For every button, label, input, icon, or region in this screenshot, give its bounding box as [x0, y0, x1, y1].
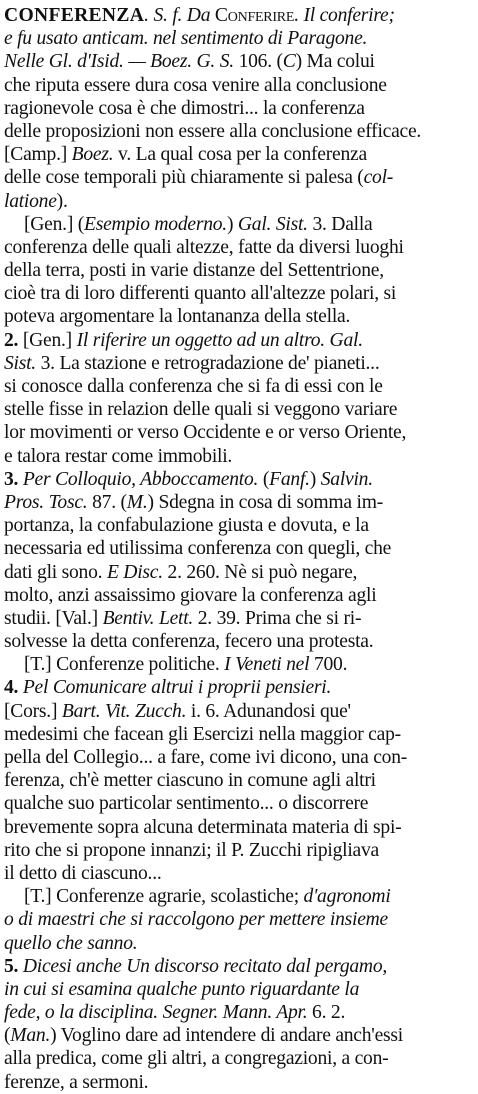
text-line [4, 166, 472, 189]
text-span: ferenza, ch'è metter ciascuno in comune agli altri [4, 770, 376, 792]
text-span: Salvin. [320, 468, 373, 490]
text-span: . S. f. Da [144, 5, 215, 26]
text-span: d'agronomi [303, 886, 391, 908]
text-span: 700. [309, 654, 348, 676]
text-line [4, 630, 472, 653]
text-span: 2. 260. Nè si può negare, [162, 561, 358, 583]
text-span: Pel Comunicare altrui i proprii pensieri. [22, 677, 332, 699]
text-line [4, 746, 472, 769]
text-span: 106. ( [238, 51, 283, 73]
text-line [4, 27, 472, 50]
text-span: e talora restar come immobili. [4, 445, 233, 467]
text-span: Pros. Tosc. [4, 491, 88, 513]
text-span: Per Colloquio, Abboccamento. [22, 468, 259, 490]
text-line [4, 1001, 472, 1024]
text-span: 2. [4, 329, 23, 351]
text-span: col- [363, 167, 394, 189]
text-line [4, 862, 472, 885]
text-line [4, 816, 472, 839]
text-line [4, 236, 472, 259]
text-span: solvesse la detta conferenza, fecero una protesta. [4, 631, 374, 653]
text-span: rito che si propone innanzi; il P. Zucchi ripigliava [4, 839, 379, 861]
text-span: 3. La stazione e retrogradazione de' pianeti... [35, 352, 380, 374]
text-span: delle cose temporali più chiaramente si palesa ( [4, 167, 364, 189]
text-span: ( [258, 468, 270, 490]
text-span: ragionevole cosa è che dimostri... la conferenza [4, 97, 365, 119]
text-span: ). [56, 190, 68, 212]
text-span: 3. Dalla [307, 213, 373, 235]
text-line [4, 213, 472, 236]
text-span: 5. [4, 955, 23, 977]
headword: CONFERENZA [4, 5, 145, 26]
text-span: [Gen.] ( [24, 213, 85, 235]
text-span: della terra, posti in varie distanze del Settentrione, [4, 260, 384, 282]
text-line [4, 50, 472, 73]
text-span: 2. 39. Prima che si ri- [193, 607, 362, 629]
text-span: C [282, 51, 296, 73]
text-span: lor movimenti or verso Occidente e or verso Oriente, [4, 422, 407, 444]
text-span: o di maestri che si raccolgono per mettere insieme [4, 909, 389, 931]
text-span: Dicesi anche Un discorso recitato dal pergamo, [22, 955, 388, 977]
text-span: Nelle Gl. d'Isid. — Boez. G. S. [4, 51, 239, 73]
text-span: brevemente sopra alcuna determinata materia di spi- [4, 816, 402, 838]
text-line [4, 932, 472, 955]
text-line [4, 398, 472, 421]
text-line [4, 514, 472, 537]
text-span: Sist. [4, 352, 36, 374]
text-span: qualche suo particolar sentimento... o discorrere [4, 793, 369, 815]
text-span: Bentiv. Lett. [102, 607, 194, 629]
text-span: e fu usato anticam. nel sentimento di Paragone. [4, 28, 368, 50]
text-line [4, 329, 472, 352]
text-span: medesimi che facean gli Esercizi nella maggior cap- [4, 723, 401, 745]
text-span: M. [126, 491, 148, 513]
text-line [4, 839, 472, 862]
text-line [4, 653, 472, 676]
text-span: portanza, la confabulazione giusta e dovuta, e la [4, 515, 369, 537]
text-span: ( [4, 1025, 11, 1047]
text-span: ) [226, 213, 238, 235]
text-span: [T.] Conferenze politiche. [24, 654, 225, 676]
text-line [4, 282, 472, 305]
text-span: Fanf. [269, 468, 310, 490]
text-span: poteva argomentare la lontananza della stella. [4, 306, 351, 328]
text-span: ) Sdegna in cosa di somma im- [147, 491, 383, 513]
text-span: molto, anzi assaissimo giovare la conferenza agli [4, 584, 377, 606]
text-line [4, 537, 472, 560]
text-span: latione [4, 190, 57, 212]
text-span: che riputa essere dura cosa venire alla conclusione [4, 74, 387, 96]
text-line [4, 561, 472, 584]
text-span: 87. ( [87, 491, 127, 513]
text-span: in cui si esamina qualche punto riguardante la [4, 978, 360, 1000]
text-line [4, 908, 472, 931]
text-line [4, 955, 472, 978]
text-line [4, 143, 472, 166]
text-line [4, 421, 472, 444]
text-span: Esempio moderno. [84, 213, 227, 235]
text-span: [T.] Conferenze agrarie, scolastiche; [24, 886, 304, 908]
text-line [4, 1024, 472, 1047]
text-line [4, 305, 472, 328]
text-line [4, 1047, 472, 1070]
text-line [4, 885, 472, 908]
text-span: E Disc. [106, 561, 163, 583]
text-line [4, 584, 472, 607]
text-line [4, 259, 472, 282]
text-span: . Il conferire; [294, 5, 395, 26]
text-line [4, 375, 472, 398]
text-span: Conferire [214, 5, 295, 26]
text-span: Il riferire un oggetto ad un altro. Gal. [76, 329, 363, 351]
text-line [4, 74, 472, 97]
text-line [4, 723, 472, 746]
text-span: Boez. [71, 144, 114, 166]
text-span: stelle fisse in relazion delle quali si veggono variare [4, 399, 398, 421]
text-span: I Veneti nel [224, 654, 310, 676]
text-span: conferenza delle quali altezze, fatte da diversi luoghi [4, 236, 404, 258]
text-span: Man. [10, 1025, 51, 1047]
text-span: pella del Collegio... a fare, come ivi dicono, una con- [4, 747, 408, 768]
text-line [4, 769, 472, 792]
text-span: fede, o la disciplina. Segner. Mann. Apr. [4, 1002, 308, 1024]
text-line [4, 445, 472, 468]
text-line [4, 700, 472, 723]
text-line [4, 491, 472, 514]
text-span: Bart. Vit. Zucch. [61, 700, 187, 722]
text-span: il detto di ciascuno... [4, 862, 162, 884]
text-span: ) Voglino dare ad intendere di andare anch'essi [50, 1025, 403, 1047]
text-span: ) [309, 468, 321, 490]
text-line [4, 120, 472, 143]
text-span: si conosce dalla conferenza che si fa di essi con le [4, 376, 383, 397]
text-span: v. La qual cosa per la conferenza [113, 144, 367, 166]
text-span: cioè tra di loro differenti quanto all'altezze polari, si [4, 283, 397, 305]
text-span: Gal. Sist. [237, 213, 308, 235]
text-span: i. 6. Adunandosi que' [186, 700, 351, 722]
text-span: 6. 2. [307, 1002, 346, 1024]
text-line [4, 676, 472, 699]
text-line [4, 1071, 472, 1094]
text-line [4, 190, 472, 213]
text-line [4, 4, 472, 27]
text-span: dati gli sono. [4, 561, 107, 583]
text-span: 3. [4, 468, 23, 490]
text-line [4, 468, 472, 491]
text-line [4, 352, 472, 375]
text-span: necessaria ed utilissima conferenza con quegli, che [4, 538, 392, 560]
text-span: alla predica, come gli altri, a congregazioni, a con- [4, 1048, 389, 1070]
text-span: [Cors.] [4, 700, 62, 722]
text-span: quello che sanno. [4, 932, 138, 954]
text-span: studii. [Val.] [4, 607, 103, 629]
text-span: 4. [4, 677, 23, 699]
text-span: ) Ma colui [295, 51, 375, 73]
text-line [4, 792, 472, 815]
text-span: delle proposizioni non essere alla conclusione efficace. [4, 120, 422, 142]
text-line [4, 97, 472, 120]
text-span: ferenze, a sermoni. [4, 1071, 149, 1093]
text-line [4, 607, 472, 630]
text-span: [Camp.] [4, 144, 72, 166]
text-span: [Gen.] [22, 329, 77, 351]
